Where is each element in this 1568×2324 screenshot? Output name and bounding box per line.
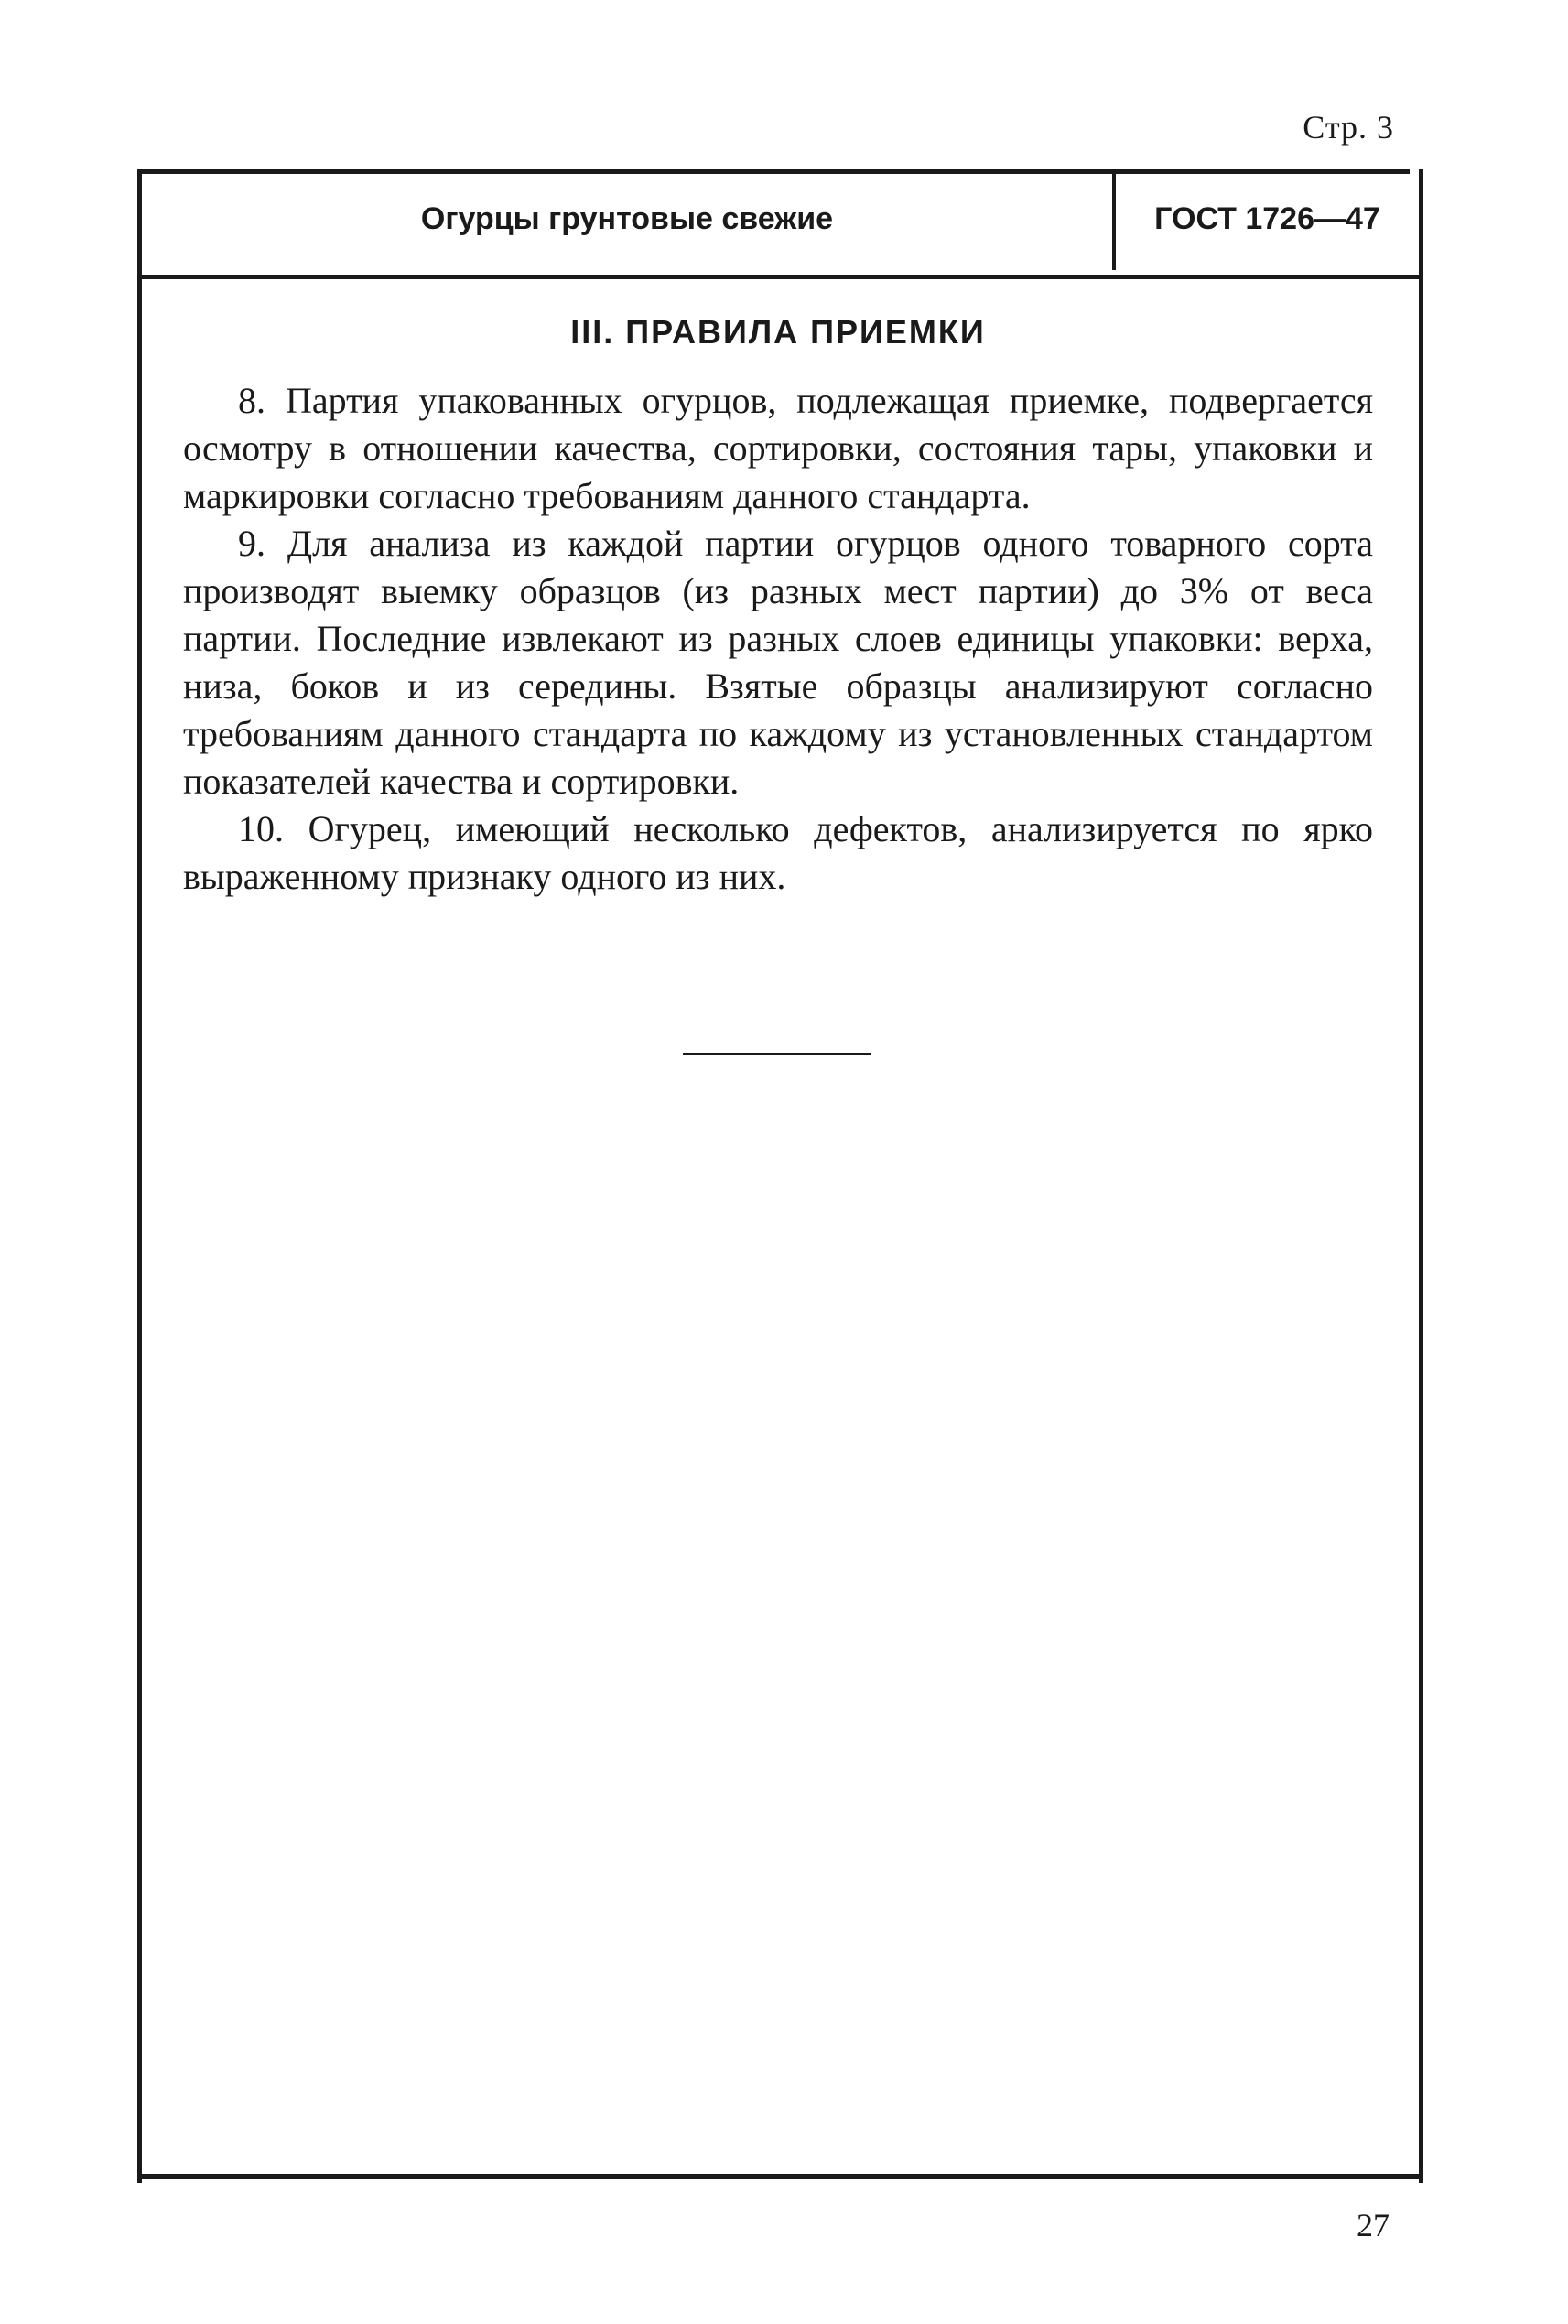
paragraph-10: 10. Огурец, имеющий несколько дефектов, анализируется по ярко выраженному признаку одного из них. bbox=[183, 808, 1373, 897]
page-number: 27 bbox=[1357, 2207, 1390, 2243]
paragraph-8: 8. Партия упакованных огурцов, подлежащая приемке, подвергается осмотру в отношении качества, сортировки, состояния тары, упаковки и маркировки согласно требованиям данного стандарта. bbox=[183, 380, 1373, 516]
standard-code: ГОСТ 1726—47 bbox=[1154, 201, 1380, 236]
page-label-top: Стр. 3 bbox=[1303, 109, 1394, 146]
document-title: Огурцы грунтовые свежие bbox=[420, 201, 834, 236]
frame-bottom-rule bbox=[137, 2174, 1423, 2179]
end-separator bbox=[683, 1053, 871, 1055]
header-bottom-rule bbox=[137, 275, 1423, 279]
paragraph-9: 9. Для анализа из каждой партии огурцов одного товарного сорта производят выемку образцов (из разных мест партии) до 3% от веса партии. Последние извлекают из разных слоев единицы упаковки: верха, низа, боков и из середины. Взятые образцы анализируют согласно требованиям данного стандарта по каждому из установленных стандартом показателей качества и сортировки. bbox=[183, 523, 1373, 802]
section-title: III. ПРАВИЛА ПРИЕМКИ bbox=[570, 313, 986, 351]
document-header bbox=[142, 174, 1419, 275]
section-body bbox=[183, 302, 1373, 901]
